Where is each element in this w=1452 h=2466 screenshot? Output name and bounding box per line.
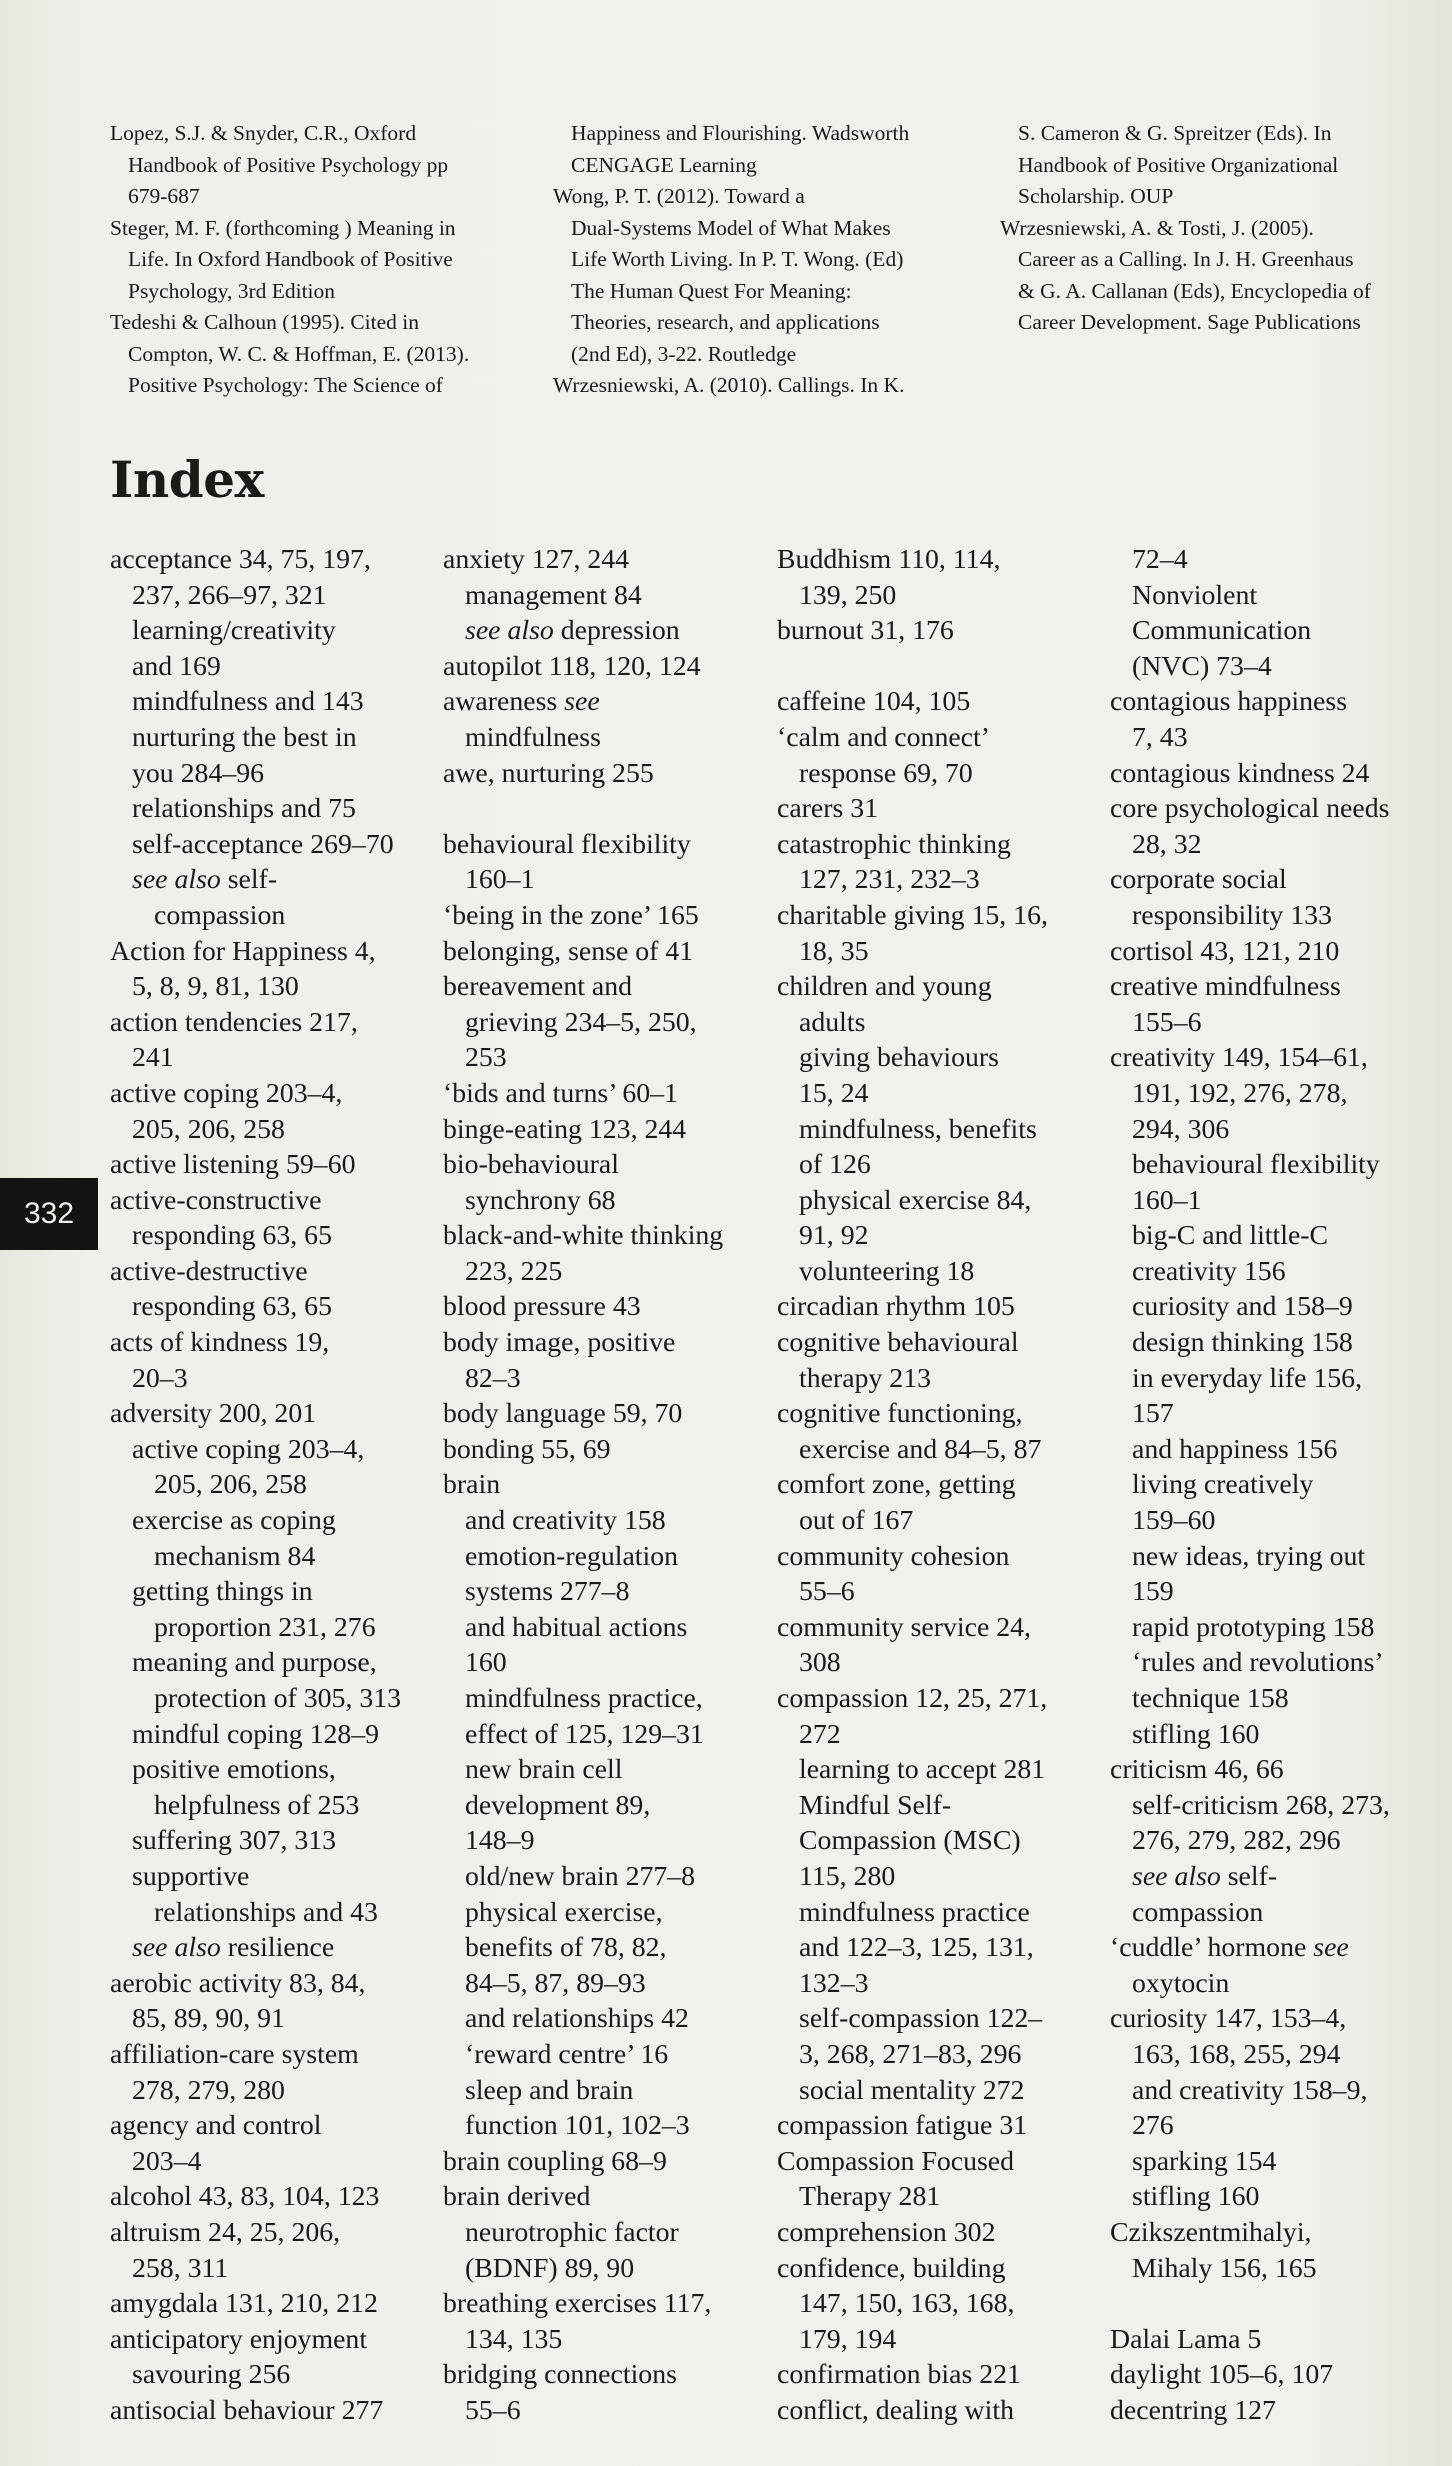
index-subentry: 134, 135	[465, 2323, 563, 2355]
index-subentry: 155–6	[1132, 1006, 1202, 1038]
index-entry: bridging connections	[443, 2359, 677, 2391]
index-subentry: self-criticism 268, 273,	[1132, 1789, 1390, 1821]
reference-line: Psychology, 3rd Edition	[128, 278, 336, 303]
reference-line: Life Worth Living. In P. T. Wong. (Ed)	[571, 247, 904, 271]
index-entry: alcohol 43, 83, 104, 123	[110, 2181, 380, 2213]
index-entry: circadian rhythm 105	[777, 1291, 1015, 1323]
index-subentry: 148–9	[465, 1825, 535, 1857]
index-entry: criticism 46, 66	[1110, 1754, 1284, 1786]
reference-line: Wong, P. T. (2012). Toward a	[553, 184, 805, 208]
index-entry: carers 31	[777, 793, 879, 825]
index-entry: corporate social	[1110, 864, 1287, 896]
index-subentry: see also self-	[1132, 1860, 1278, 1892]
index-entry: body language 59, 70	[443, 1398, 683, 1430]
index-entry: bereavement and	[443, 971, 633, 1003]
index-entry: altruism 24, 25, 206,	[110, 2216, 341, 2248]
index-subentry: sparking 154	[1132, 2145, 1277, 2177]
index-entry: aerobic activity 83, 84,	[110, 1967, 366, 1999]
index-subentry: out of 167	[799, 1505, 914, 1537]
index-entry: brain	[443, 1469, 501, 1501]
index-entry: ‘calm and connect’	[777, 721, 990, 753]
index-entry: comprehension 302	[777, 2216, 996, 2248]
index-subentry: protection of 305, 313	[154, 1683, 402, 1714]
reference-line: (2nd Ed), 3-22. Routledge	[571, 341, 797, 366]
reference-line: & G. A. Callanan (Eds), Encyclopedia of	[1018, 278, 1371, 303]
index-entry: autopilot 118, 120, 124	[443, 650, 701, 682]
index-entry: active coping 203–4,	[110, 1077, 343, 1109]
index-subentry: Communication	[1132, 615, 1312, 647]
index-entry: confirmation bias 221	[777, 2359, 1021, 2391]
index-entry: conflict, dealing with	[777, 2394, 1014, 2426]
index-subentry: development 89,	[465, 1789, 651, 1821]
index-subentry: Therapy 281	[799, 2181, 941, 2213]
index-subentry: 127, 231, 232–3	[799, 864, 980, 896]
reference-line: Tedeshi & Calhoun (1995). Cited in	[110, 310, 420, 334]
index-entry: Buddhism 110, 114,	[777, 544, 1001, 575]
index-subentry: stifling 160	[1132, 1718, 1260, 1750]
index-entry: cognitive functioning,	[777, 1398, 1023, 1430]
index-subentry: 85, 89, 90, 91	[132, 2003, 285, 2035]
index-subentry: 253	[465, 1042, 507, 1074]
index-subentry: see also self-	[132, 864, 278, 896]
index-subentry: 159–60	[1132, 1505, 1216, 1537]
reference-line: Career as a Calling. In J. H. Greenhaus	[1018, 247, 1354, 271]
index-subentry: 55–6	[465, 2394, 521, 2426]
index-subentry: suffering 307, 313	[132, 1825, 337, 1857]
index-subentry: 308	[799, 1647, 841, 1679]
index-entry: catastrophic thinking	[777, 828, 1011, 860]
index-subentry: 237, 266–97, 321	[132, 579, 327, 611]
index-entry: bonding 55, 69	[443, 1433, 611, 1465]
index-entry: awareness see	[443, 686, 600, 718]
index-entry: anxiety 127, 244	[443, 544, 630, 575]
index-subentry: 82–3	[465, 1362, 521, 1394]
index-entry: bio-behavioural	[443, 1149, 619, 1181]
index-entry: community cohesion	[777, 1540, 1010, 1572]
index-entry: active listening 59–60	[110, 1149, 356, 1181]
index-subentry: technique 158	[1132, 1683, 1289, 1714]
index-entry: caffeine 104, 105	[777, 686, 971, 718]
index-subentry: relationships and 43	[154, 1896, 378, 1928]
page-number-tab: 332	[0, 1178, 98, 1250]
index-subentry: new ideas, trying out	[1132, 1540, 1366, 1572]
index-column-2	[443, 542, 773, 2428]
reference-line: Career Development. Sage Publications	[1018, 310, 1361, 334]
index-subentry: Mihaly 156, 165	[1132, 2252, 1317, 2284]
reference-line: Positive Psychology: The Science of	[128, 373, 443, 397]
index-subentry: compassion	[154, 899, 286, 931]
index-entry: blood pressure 43	[443, 1291, 641, 1323]
reference-line: Compton, W. C. & Hoffman, E. (2013).	[128, 341, 470, 366]
index-entry: Czikszentmihalyi,	[1110, 2216, 1312, 2248]
index-subentry: active coping 203–4,	[132, 1433, 365, 1465]
index-subentry: self-compassion 122–	[799, 2003, 1043, 2035]
index-subentry: self-acceptance 269–70	[132, 828, 394, 860]
index-subentry: nurturing the best in	[132, 721, 357, 753]
index-entry: community service 24,	[777, 1611, 1031, 1643]
index-subentry: 147, 150, 163, 168,	[799, 2288, 1015, 2320]
index-entry: amygdala 131, 210, 212	[110, 2288, 378, 2320]
index-column-4	[1110, 542, 1440, 2428]
index-subentry: see also depression	[465, 615, 680, 647]
reference-line: Steger, M. F. (forthcoming ) Meaning in	[110, 215, 456, 240]
index-subentry: 55–6	[799, 1576, 855, 1608]
reference-line: Handbook of Positive Organizational	[1018, 152, 1339, 177]
index-subentry: mindfulness, benefits	[799, 1113, 1037, 1145]
index-subentry: design thinking 158	[1132, 1327, 1353, 1359]
reference-line: Dual-Systems Model of What Makes	[571, 215, 891, 240]
index-column-3	[777, 542, 1107, 2428]
index-entry: Action for Happiness 4,	[110, 935, 376, 967]
index-entry: creative mindfulness	[1110, 971, 1341, 1003]
index-entry: acts of kindness 19,	[110, 1327, 330, 1359]
index-subentry: 203–4	[132, 2145, 202, 2177]
index-entry: compassion 12, 25, 271,	[777, 1683, 1048, 1714]
references-column-2	[553, 118, 993, 402]
index-subentry: 84–5, 87, 89–93	[465, 1967, 646, 1999]
index-subentry: see also resilience	[132, 1932, 335, 1964]
index-entry: action tendencies 217,	[110, 1006, 358, 1038]
index-entry: ‘cuddle’ hormone see	[1110, 1932, 1349, 1964]
index-subentry: new brain cell	[465, 1754, 623, 1786]
index-subentry: 115, 280	[799, 1860, 896, 1892]
index-subentry: 3, 268, 271–83, 296	[799, 2038, 1022, 2070]
index-subentry: 157	[1132, 1398, 1174, 1430]
index-subentry: adults	[799, 1006, 866, 1038]
index-subentry: and 122–3, 125, 131,	[799, 1932, 1034, 1964]
index-subentry: benefits of 78, 82,	[465, 1932, 667, 1964]
references-column-3	[1000, 118, 1430, 339]
index-subentry: oxytocin	[1132, 1967, 1230, 1999]
index-entry: contagious happiness	[1110, 686, 1348, 718]
index-subentry: Compassion (MSC)	[799, 1825, 1021, 1857]
index-subentry: 179, 194	[799, 2323, 897, 2355]
index-entry: cortisol 43, 121, 210	[1110, 935, 1340, 967]
index-subentry: and creativity 158–9,	[1132, 2074, 1368, 2106]
index-subentry: 139, 250	[799, 579, 897, 611]
index-entry: active-constructive	[110, 1184, 322, 1216]
index-entry: ‘being in the zone’ 165	[443, 899, 699, 931]
index-subentry: mindfulness and 143	[132, 686, 364, 718]
index-section-gap	[777, 649, 1107, 685]
index-entry: cognitive behavioural	[777, 1327, 1019, 1359]
index-subentry: mindfulness practice	[799, 1896, 1030, 1928]
index-subentry: 294, 306	[1132, 1113, 1230, 1145]
index-entry: awe, nurturing 255	[443, 757, 654, 789]
index-subentry: 28, 32	[1132, 828, 1202, 860]
index-entry: binge-eating 123, 244	[443, 1113, 687, 1145]
index-subentry: 241	[132, 1042, 174, 1074]
index-entry: confidence, building	[777, 2252, 1006, 2284]
index-subentry: 159	[1132, 1576, 1174, 1608]
index-section-gap	[1110, 2286, 1440, 2322]
references-column-1	[110, 118, 540, 402]
reference-line: Happiness and Flourishing. Wadsworth	[571, 121, 910, 145]
index-entry: Dalai Lama 5	[1110, 2323, 1262, 2355]
index-entry: brain derived	[443, 2181, 591, 2213]
index-entry: compassion fatigue 31	[777, 2110, 1028, 2142]
index-subentry: volunteering 18	[799, 1255, 975, 1287]
index-subentry: creativity 156	[1132, 1255, 1286, 1287]
index-subentry: stifling 160	[1132, 2181, 1260, 2213]
index-heading: Index	[110, 450, 264, 509]
index-subentry: responding 63, 65	[132, 1291, 332, 1323]
index-entry: agency and control	[110, 2110, 322, 2142]
index-subentry: (BDNF) 89, 90	[465, 2252, 635, 2284]
index-subentry: sleep and brain	[465, 2074, 634, 2106]
index-subentry: mechanism 84	[154, 1540, 316, 1572]
reference-line: Wrzesniewski, A. & Tosti, J. (2005).	[1000, 215, 1314, 240]
reference-line: Theories, research, and applications	[571, 310, 880, 334]
index-subentry: 5, 8, 9, 81, 130	[132, 971, 299, 1003]
index-subentry: 163, 168, 255, 294	[1132, 2038, 1341, 2070]
index-subentry: response 69, 70	[799, 757, 973, 789]
reference-line: 679-687	[128, 184, 200, 208]
index-subentry: meaning and purpose,	[132, 1647, 377, 1679]
index-entry: decentring 127	[1110, 2394, 1276, 2426]
index-subentry: proportion 231, 276	[154, 1611, 376, 1643]
index-subentry: learning to accept 281	[799, 1754, 1046, 1786]
index-entry: creativity 149, 154–61,	[1110, 1042, 1368, 1074]
index-subentry: 278, 279, 280	[132, 2074, 285, 2106]
index-subentry: behavioural flexibility	[1132, 1149, 1380, 1181]
index-subentry: 205, 206, 258	[154, 1469, 307, 1501]
index-subentry: physical exercise,	[465, 1896, 663, 1928]
index-subentry: old/new brain 277–8	[465, 1860, 696, 1892]
index-subentry: mindfulness	[465, 721, 601, 753]
index-subentry: rapid prototyping 158	[1132, 1611, 1375, 1643]
reference-line: Lopez, S.J. & Snyder, C.R., Oxford	[110, 121, 417, 145]
index-subentry: giving behaviours	[799, 1042, 999, 1074]
index-entry: contagious kindness 24	[1110, 757, 1370, 789]
index-subentry: neurotrophic factor	[465, 2216, 679, 2248]
index-entry: daylight 105–6, 107	[1110, 2359, 1334, 2391]
index-subentry: physical exercise 84,	[799, 1184, 1032, 1216]
index-entry: breathing exercises 117,	[443, 2288, 712, 2320]
index-subentry: 91, 92	[799, 1220, 869, 1252]
index-subentry: you 284–96	[132, 757, 265, 789]
reference-line: Scholarship. OUP	[1018, 184, 1174, 208]
index-subentry: emotion-regulation	[465, 1540, 679, 1572]
index-entry: adversity 200, 201	[110, 1398, 317, 1430]
index-subentry: savouring 256	[132, 2359, 291, 2391]
index-subentry: 205, 206, 258	[132, 1113, 285, 1145]
index-subentry: systems 277–8	[465, 1576, 630, 1608]
index-entry: active-destructive	[110, 1255, 308, 1287]
index-subentry: management 84	[465, 579, 642, 611]
index-subentry: in everyday life 156,	[1132, 1362, 1363, 1394]
index-subentry: responsibility 133	[1132, 899, 1332, 931]
reference-line: Handbook of Positive Psychology pp	[128, 152, 449, 177]
index-subentry: ‘rules and revolutions’	[1132, 1647, 1384, 1679]
index-entry: comfort zone, getting	[777, 1469, 1016, 1501]
reference-line: The Human Quest For Meaning:	[571, 278, 852, 303]
index-subentry: and happiness 156	[1132, 1433, 1338, 1465]
index-subentry: synchrony 68	[465, 1184, 616, 1216]
index-subentry: big-C and little-C	[1132, 1220, 1329, 1252]
index-subentry: of 126	[799, 1149, 871, 1181]
index-subentry: supportive	[132, 1860, 250, 1892]
index-entry: children and young	[777, 971, 992, 1003]
index-subentry: 191, 192, 276, 278,	[1132, 1077, 1348, 1109]
index-subentry: 160	[465, 1647, 507, 1679]
index-subentry: grieving 234–5, 250,	[465, 1006, 697, 1038]
index-subentry: 15, 24	[799, 1077, 869, 1109]
index-subentry: 160–1	[465, 864, 535, 896]
index-entry: affiliation-care system	[110, 2038, 359, 2070]
index-entry: antisocial behaviour 277	[110, 2394, 384, 2426]
index-subentry: positive emotions,	[132, 1754, 336, 1786]
index-subentry: Mindful Self-	[799, 1789, 952, 1821]
index-subentry: effect of 125, 129–31	[465, 1718, 704, 1750]
index-subentry: 160–1	[1132, 1184, 1202, 1216]
index-column-1	[110, 542, 440, 2428]
index-subentry: getting things in	[132, 1576, 313, 1608]
index-subentry: relationships and 75	[132, 793, 356, 825]
index-subentry: and 169	[132, 650, 221, 682]
index-subentry: social mentality 272	[799, 2074, 1025, 2106]
index-subentry: curiosity and 158–9	[1132, 1291, 1353, 1323]
index-subentry: 20–3	[132, 1362, 188, 1394]
index-subentry: learning/creativity	[132, 615, 336, 647]
index-entry: brain coupling 68–9	[443, 2145, 667, 2177]
references-section	[0, 118, 1452, 408]
index-subentry: exercise as coping	[132, 1505, 336, 1537]
index-entry: curiosity 147, 153–4,	[1110, 2003, 1347, 2035]
index-entry: body image, positive	[443, 1327, 676, 1359]
index-entry: Compassion Focused	[777, 2145, 1015, 2177]
index-entry: burnout 31, 176	[777, 615, 954, 647]
index-subentry: and habitual actions	[465, 1611, 688, 1643]
index-subentry: and creativity 158	[465, 1505, 666, 1537]
index-subentry: 18, 35	[799, 935, 869, 967]
index-entry: anticipatory enjoyment	[110, 2323, 368, 2355]
index-subentry: and relationships 42	[465, 2003, 689, 2035]
index-subentry: ‘reward centre’ 16	[465, 2038, 669, 2070]
index-subentry: compassion	[1132, 1896, 1264, 1928]
index-subentry: (NVC) 73–4	[1132, 650, 1272, 682]
index-subentry: 223, 225	[465, 1255, 563, 1287]
index-subentry: 276, 279, 282, 296	[1132, 1825, 1341, 1857]
index-subentry: mindfulness practice,	[465, 1683, 703, 1714]
index-subentry: 7, 43	[1132, 721, 1188, 753]
index-subentry: function 101, 102–3	[465, 2110, 690, 2142]
reference-line: S. Cameron & G. Spreitzer (Eds). In	[1018, 121, 1332, 145]
index-entry: acceptance 34, 75, 197,	[110, 544, 371, 575]
index-subentry: helpfulness of 253	[154, 1789, 360, 1821]
index-subentry: 132–3	[799, 1967, 869, 1999]
index-entry: behavioural flexibility	[443, 828, 691, 860]
index-subentry: 72–4	[1132, 544, 1188, 575]
index-section-gap	[443, 791, 773, 827]
index-subentry: 258, 311	[132, 2252, 229, 2284]
index-subentry: responding 63, 65	[132, 1220, 332, 1252]
index-subentry: mindful coping 128–9	[132, 1718, 380, 1750]
index-entry: core psychological needs	[1110, 793, 1390, 825]
index-subentry: therapy 213	[799, 1362, 931, 1394]
index-entry: charitable giving 15, 16,	[777, 899, 1048, 931]
reference-line: Life. In Oxford Handbook of Positive	[128, 247, 453, 271]
index-subentry: Nonviolent	[1132, 579, 1258, 611]
index-subentry: living creatively	[1132, 1469, 1314, 1501]
index-entry: ‘bids and turns’ 60–1	[443, 1077, 678, 1109]
index-entry: black-and-white thinking	[443, 1220, 724, 1252]
index-entry: belonging, sense of 41	[443, 935, 694, 967]
index-subentry: 276	[1132, 2110, 1174, 2142]
index-subentry: exercise and 84–5, 87	[799, 1433, 1042, 1465]
reference-line: Wrzesniewski, A. (2010). Callings. In K.	[553, 373, 905, 397]
index-subentry: 272	[799, 1718, 841, 1750]
reference-line: CENGAGE Learning	[571, 152, 757, 177]
